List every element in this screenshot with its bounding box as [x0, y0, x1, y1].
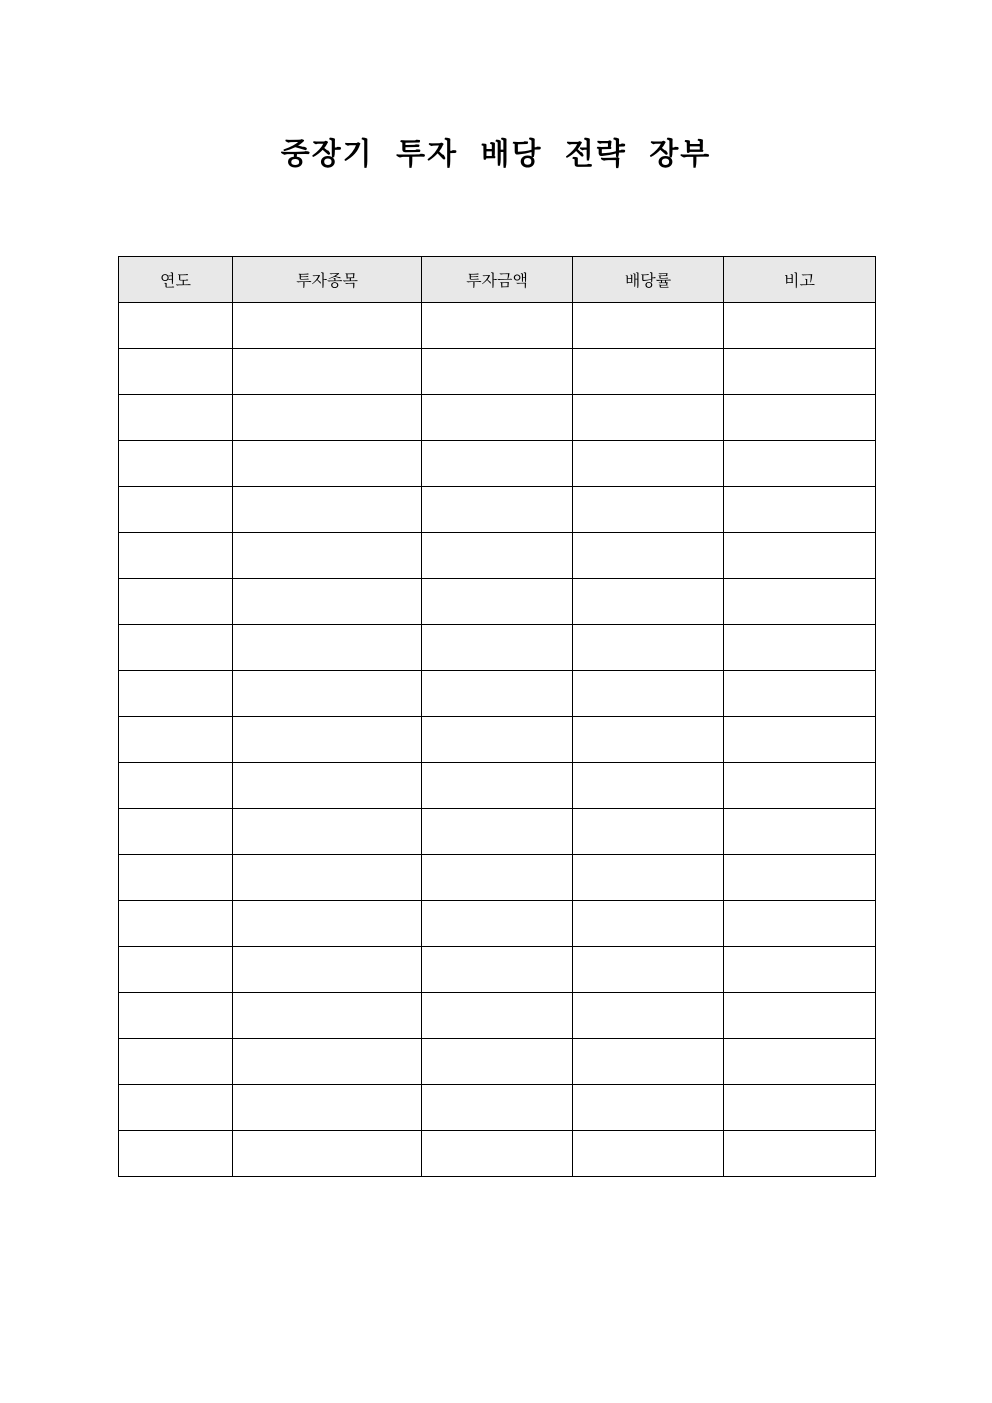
- year-cell[interactable]: [119, 809, 233, 855]
- dividend-rate-cell[interactable]: [573, 717, 724, 763]
- dividend-rate-cell[interactable]: [573, 625, 724, 671]
- investment-item-cell[interactable]: [233, 579, 422, 625]
- investment-amount-cell[interactable]: [422, 993, 573, 1039]
- table-row: [119, 625, 876, 671]
- year-cell[interactable]: [119, 349, 233, 395]
- remarks-cell[interactable]: [724, 1085, 876, 1131]
- year-cell[interactable]: [119, 947, 233, 993]
- table-row: [119, 717, 876, 763]
- investment-amount-cell[interactable]: [422, 487, 573, 533]
- investment-item-cell[interactable]: [233, 533, 422, 579]
- table-row: [119, 349, 876, 395]
- investment-item-cell[interactable]: [233, 487, 422, 533]
- investment-amount-cell[interactable]: [422, 1085, 573, 1131]
- table-row: [119, 487, 876, 533]
- investment-item-cell[interactable]: [233, 947, 422, 993]
- remarks-cell[interactable]: [724, 625, 876, 671]
- table-row: [119, 809, 876, 855]
- year-cell[interactable]: [119, 993, 233, 1039]
- year-cell[interactable]: [119, 441, 233, 487]
- dividend-rate-cell[interactable]: [573, 533, 724, 579]
- remarks-cell[interactable]: [724, 993, 876, 1039]
- investment-item-cell[interactable]: [233, 349, 422, 395]
- investment-amount-cell[interactable]: [422, 441, 573, 487]
- investment-item-cell[interactable]: [233, 1039, 422, 1085]
- table-row: [119, 993, 876, 1039]
- remarks-cell[interactable]: [724, 855, 876, 901]
- table-row: [119, 303, 876, 349]
- year-cell[interactable]: [119, 717, 233, 763]
- remarks-cell[interactable]: [724, 441, 876, 487]
- table-row: [119, 395, 876, 441]
- year-cell[interactable]: [119, 533, 233, 579]
- investment-amount-cell[interactable]: [422, 533, 573, 579]
- year-cell[interactable]: [119, 625, 233, 671]
- investment-amount-cell[interactable]: [422, 303, 573, 349]
- year-cell[interactable]: [119, 901, 233, 947]
- table-row: [119, 947, 876, 993]
- investment-amount-cell[interactable]: [422, 395, 573, 441]
- dividend-rate-cell[interactable]: [573, 809, 724, 855]
- remarks-cell[interactable]: [724, 349, 876, 395]
- column-header-dividend-rate: 배당률: [573, 257, 724, 303]
- dividend-rate-cell[interactable]: [573, 303, 724, 349]
- table-row: [119, 671, 876, 717]
- year-cell[interactable]: [119, 1085, 233, 1131]
- investment-item-cell[interactable]: [233, 625, 422, 671]
- page-title: 중장기 투자 배당 전략 장부: [280, 137, 712, 172]
- investment-item-cell[interactable]: [233, 395, 422, 441]
- investment-amount-cell[interactable]: [422, 947, 573, 993]
- investment-item-cell[interactable]: [233, 671, 422, 717]
- table-header-row: [119, 257, 876, 303]
- investment-item-cell[interactable]: [233, 717, 422, 763]
- dividend-rate-cell[interactable]: [573, 947, 724, 993]
- year-cell[interactable]: [119, 763, 233, 809]
- year-cell[interactable]: [119, 579, 233, 625]
- investment-item-cell[interactable]: [233, 441, 422, 487]
- year-cell[interactable]: [119, 1039, 233, 1085]
- dividend-rate-cell[interactable]: [573, 993, 724, 1039]
- remarks-cell[interactable]: [724, 717, 876, 763]
- investment-amount-cell[interactable]: [422, 349, 573, 395]
- remarks-cell[interactable]: [724, 1039, 876, 1085]
- dividend-rate-cell[interactable]: [573, 671, 724, 717]
- investment-item-cell[interactable]: [233, 1085, 422, 1131]
- remarks-cell[interactable]: [724, 303, 876, 349]
- dividend-rate-cell[interactable]: [573, 901, 724, 947]
- remarks-cell[interactable]: [724, 487, 876, 533]
- investment-item-cell[interactable]: [233, 763, 422, 809]
- table-body: [119, 303, 876, 1177]
- table-row: [119, 579, 876, 625]
- remarks-cell[interactable]: [724, 579, 876, 625]
- column-header-investment-item: 투자종목: [233, 257, 422, 303]
- investment-item-cell[interactable]: [233, 1131, 422, 1177]
- table-row: [119, 763, 876, 809]
- investment-item-cell[interactable]: [233, 809, 422, 855]
- table-row: [119, 1131, 876, 1177]
- investment-amount-cell[interactable]: [422, 625, 573, 671]
- remarks-cell[interactable]: [724, 809, 876, 855]
- dividend-rate-cell[interactable]: [573, 1131, 724, 1177]
- dividend-rate-cell[interactable]: [573, 579, 724, 625]
- investment-amount-cell[interactable]: [422, 763, 573, 809]
- year-cell[interactable]: [119, 671, 233, 717]
- remarks-cell[interactable]: [724, 533, 876, 579]
- dividend-rate-cell[interactable]: [573, 395, 724, 441]
- table-row: [119, 901, 876, 947]
- investment-item-cell[interactable]: [233, 855, 422, 901]
- investment-amount-cell[interactable]: [422, 717, 573, 763]
- year-cell[interactable]: [119, 487, 233, 533]
- dividend-rate-cell[interactable]: [573, 855, 724, 901]
- investment-item-cell[interactable]: [233, 303, 422, 349]
- table-row: [119, 1085, 876, 1131]
- remarks-cell[interactable]: [724, 763, 876, 809]
- table-row: [119, 855, 876, 901]
- investment-amount-cell[interactable]: [422, 671, 573, 717]
- investment-amount-cell[interactable]: [422, 809, 573, 855]
- table-row: [119, 533, 876, 579]
- column-header-remarks: 비고: [724, 257, 876, 303]
- ledger-table: [118, 256, 876, 1177]
- remarks-cell[interactable]: [724, 671, 876, 717]
- column-header-year: 연도: [119, 257, 233, 303]
- remarks-cell[interactable]: [724, 947, 876, 993]
- dividend-rate-cell[interactable]: [573, 441, 724, 487]
- investment-item-cell[interactable]: [233, 993, 422, 1039]
- year-cell[interactable]: [119, 1131, 233, 1177]
- year-cell[interactable]: [119, 855, 233, 901]
- dividend-rate-cell[interactable]: [573, 487, 724, 533]
- remarks-cell[interactable]: [724, 1131, 876, 1177]
- investment-amount-cell[interactable]: [422, 901, 573, 947]
- dividend-rate-cell[interactable]: [573, 349, 724, 395]
- investment-amount-cell[interactable]: [422, 1039, 573, 1085]
- remarks-cell[interactable]: [724, 395, 876, 441]
- dividend-rate-cell[interactable]: [573, 763, 724, 809]
- investment-amount-cell[interactable]: [422, 1131, 573, 1177]
- dividend-rate-cell[interactable]: [573, 1039, 724, 1085]
- table-row: [119, 1039, 876, 1085]
- table-row: [119, 441, 876, 487]
- investment-item-cell[interactable]: [233, 901, 422, 947]
- year-cell[interactable]: [119, 303, 233, 349]
- remarks-cell[interactable]: [724, 901, 876, 947]
- column-header-investment-amount: 투자금액: [422, 257, 573, 303]
- investment-amount-cell[interactable]: [422, 579, 573, 625]
- investment-amount-cell[interactable]: [422, 855, 573, 901]
- year-cell[interactable]: [119, 395, 233, 441]
- dividend-rate-cell[interactable]: [573, 1085, 724, 1131]
